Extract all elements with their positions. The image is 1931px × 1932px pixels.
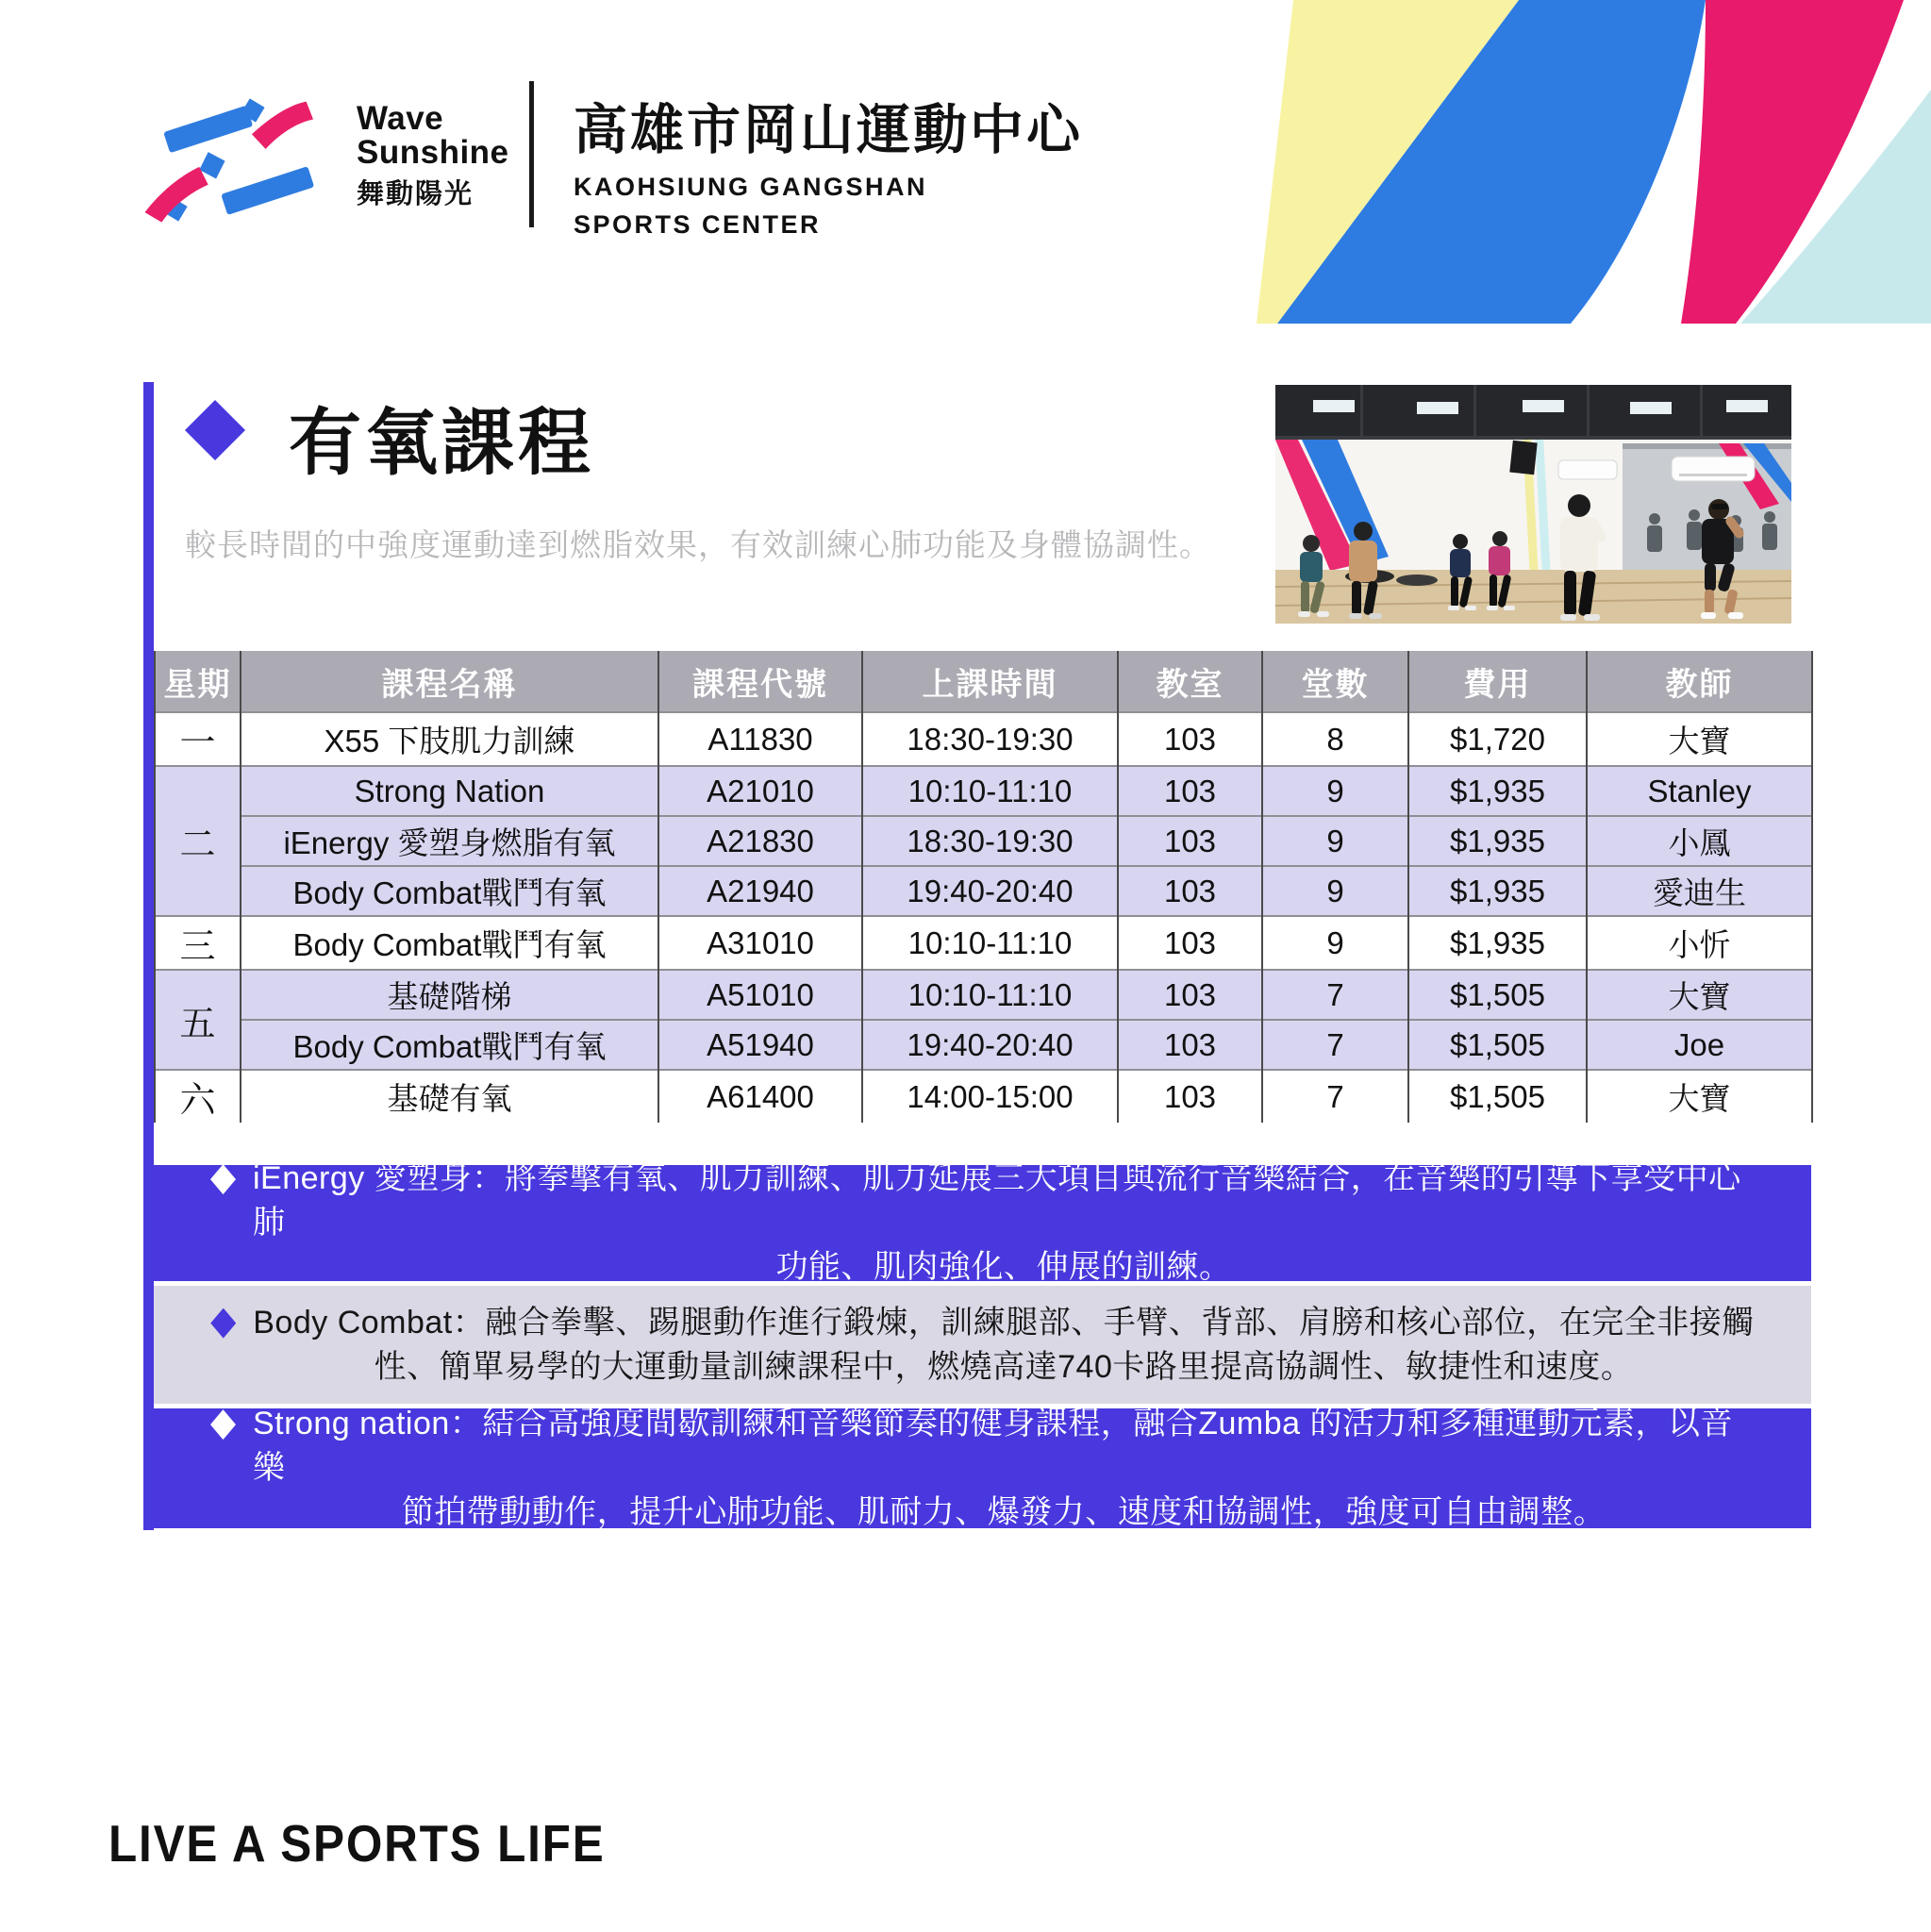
teacher-cell: 小鳳 xyxy=(1587,816,1812,866)
table-row xyxy=(155,766,1812,816)
time-cell: 18:30-19:30 xyxy=(862,816,1118,866)
fee-cell: $1,935 xyxy=(1408,816,1587,866)
corner-decoration-shapes xyxy=(1226,0,1931,325)
day-cell-tue: 二 xyxy=(155,766,241,916)
col-header-time: 上課時間 xyxy=(862,651,1118,712)
sessions-cell: 7 xyxy=(1262,970,1408,1020)
time-cell: 19:40-20:40 xyxy=(862,866,1118,916)
sessions-cell: 9 xyxy=(1262,866,1408,916)
code-cell: A61400 xyxy=(658,1070,862,1123)
fee-cell: $1,505 xyxy=(1408,970,1587,1020)
sessions-cell: 9 xyxy=(1262,766,1408,816)
time-cell: 18:30-19:30 xyxy=(862,712,1118,766)
room-cell: 103 xyxy=(1118,1020,1262,1070)
sessions-cell: 9 xyxy=(1262,816,1408,866)
sessions-cell: 8 xyxy=(1262,712,1408,766)
footer-slogan: LIVE A SPORTS LIFE xyxy=(108,1814,606,1873)
center-title-block xyxy=(574,87,1083,240)
day-cell-mon: 一 xyxy=(155,712,241,766)
teacher-cell: 小忻 xyxy=(1587,916,1812,970)
teacher-cell: Stanley xyxy=(1587,766,1812,816)
day-cell-sat: 六 xyxy=(155,1070,241,1123)
day-cell-wed: 三 xyxy=(155,916,241,970)
table-row xyxy=(155,916,1812,970)
fee-cell: $1,935 xyxy=(1408,916,1587,970)
fee-cell: $1,505 xyxy=(1408,1070,1587,1123)
note-body-combat xyxy=(154,1286,1811,1404)
center-name-en-line1: KAOHSIUNG GANGSHAN xyxy=(574,173,928,201)
note-strong-nation xyxy=(154,1408,1811,1528)
room-cell: 103 xyxy=(1118,866,1262,916)
fee-cell: $1,935 xyxy=(1408,766,1587,816)
time-cell: 14:00-15:00 xyxy=(862,1070,1118,1123)
note-line2: 功能、肌肉強化、伸展的訓練。 xyxy=(775,1248,1232,1285)
teacher-cell: 大寶 xyxy=(1587,1070,1812,1123)
code-cell: A51940 xyxy=(658,1020,862,1070)
left-accent-bar xyxy=(143,382,154,1530)
sessions-cell: 7 xyxy=(1262,1020,1408,1070)
code-cell: A21940 xyxy=(658,866,862,916)
table-header-row xyxy=(155,651,1812,712)
code-cell: A31010 xyxy=(658,916,862,970)
note-diamond-icon xyxy=(210,1308,236,1339)
note-line1: Strong nation：結合高強度間歇訓練和音樂節奏的健身課程，融合Zumba 的活力和多種運動元素，以音樂 xyxy=(253,1406,1734,1487)
code-cell: A21010 xyxy=(658,766,862,816)
teacher-cell: Joe xyxy=(1587,1020,1812,1070)
col-header-room: 教室 xyxy=(1118,651,1262,712)
table-row xyxy=(155,816,1812,866)
fee-cell: $1,720 xyxy=(1408,712,1587,766)
table-row xyxy=(155,866,1812,916)
note-line1: Body Combat：融合拳擊、踢腿動作進行鍛煉，訓練腿部、手臂、背部、肩膀和核心部位，在完全非接觸 xyxy=(253,1304,1755,1341)
fee-cell: $1,505 xyxy=(1408,1020,1587,1070)
course-cell: iEnergy 愛塑身燃脂有氧 xyxy=(241,816,658,866)
table-row xyxy=(155,1020,1812,1070)
course-cell: Strong Nation xyxy=(241,766,658,816)
aerobics-class-photo xyxy=(1275,385,1791,624)
code-cell: A51010 xyxy=(658,970,862,1020)
sessions-cell: 7 xyxy=(1262,1070,1408,1123)
note-line1: iEnergy 愛塑身：將拳擊有氧、肌力訓練、肌力延展三大項目與流行音樂結合，在音樂的引導下享受中心肺 xyxy=(253,1160,1741,1241)
section-title: 有氧課程 xyxy=(289,403,594,484)
table-row xyxy=(155,1070,1812,1123)
col-header-teacher: 教師 xyxy=(1587,651,1812,712)
table-row xyxy=(155,970,1812,1020)
fee-cell: $1,935 xyxy=(1408,866,1587,916)
note-diamond-icon xyxy=(210,1164,236,1194)
sessions-cell: 9 xyxy=(1262,916,1408,970)
day-cell-fri: 五 xyxy=(155,970,241,1070)
time-cell: 10:10-11:10 xyxy=(862,916,1118,970)
course-cell: Body Combat戰鬥有氧 xyxy=(241,916,658,970)
room-cell: 103 xyxy=(1118,1070,1262,1123)
time-cell: 19:40-20:40 xyxy=(862,1020,1118,1070)
teacher-cell: 愛迪生 xyxy=(1587,866,1812,916)
corner-decoration xyxy=(1226,0,1931,325)
brand-text xyxy=(357,102,509,208)
room-cell: 103 xyxy=(1118,712,1262,766)
course-cell: 基礎階梯 xyxy=(241,970,658,1020)
schedule-table xyxy=(154,651,1813,1123)
room-cell: 103 xyxy=(1118,970,1262,1020)
brand-line1: Wave xyxy=(357,100,444,137)
col-header-sessions: 堂數 xyxy=(1262,651,1408,712)
table-row xyxy=(155,712,1812,766)
center-name: 高雄市岡山運動中心 xyxy=(574,100,1083,160)
note-line2: 性、簡單易學的大運動量訓練課程中，燃燒高達740卡路里提高協調性、敏捷性和速度。 xyxy=(374,1348,1634,1385)
room-cell: 103 xyxy=(1118,816,1262,866)
section-diamond-icon xyxy=(185,400,245,460)
time-cell: 10:10-11:10 xyxy=(862,970,1118,1020)
course-cell: Body Combat戰鬥有氧 xyxy=(241,1020,658,1070)
room-cell: 103 xyxy=(1118,766,1262,816)
brand-line2: Sunshine xyxy=(357,134,509,172)
code-cell: A11830 xyxy=(658,712,862,766)
wave-sunshine-logo-icon xyxy=(135,92,333,226)
col-header-day: 星期 xyxy=(155,651,241,712)
col-header-course: 課程名稱 xyxy=(241,651,658,712)
center-name-en-line2: SPORTS CENTER xyxy=(574,210,822,239)
note-diamond-icon xyxy=(210,1409,236,1440)
course-cell: 基礎有氧 xyxy=(241,1070,658,1123)
code-cell: A21830 xyxy=(658,816,862,866)
note-ienergy xyxy=(154,1160,1811,1285)
section-subtitle: 較長時間的中強度運動達到燃脂效果，有效訓練心肺功能及身體協調性。 xyxy=(185,527,1211,562)
course-cell: X55 下肢肌力訓練 xyxy=(241,712,658,766)
note-line2: 節拍帶動動作，提升心肺功能、肌耐力、爆發力、速度和協調性，強度可自由調整。 xyxy=(401,1493,1606,1530)
col-header-code: 課程代號 xyxy=(658,651,862,712)
room-cell: 103 xyxy=(1118,916,1262,970)
course-cell: Body Combat戰鬥有氧 xyxy=(241,866,658,916)
brand-line3: 舞動陽光 xyxy=(357,178,474,209)
teacher-cell: 大寶 xyxy=(1587,712,1812,766)
teacher-cell: 大寶 xyxy=(1587,970,1812,1020)
col-header-fee: 費用 xyxy=(1408,651,1587,712)
time-cell: 10:10-11:10 xyxy=(862,766,1118,816)
header-divider xyxy=(529,81,534,227)
